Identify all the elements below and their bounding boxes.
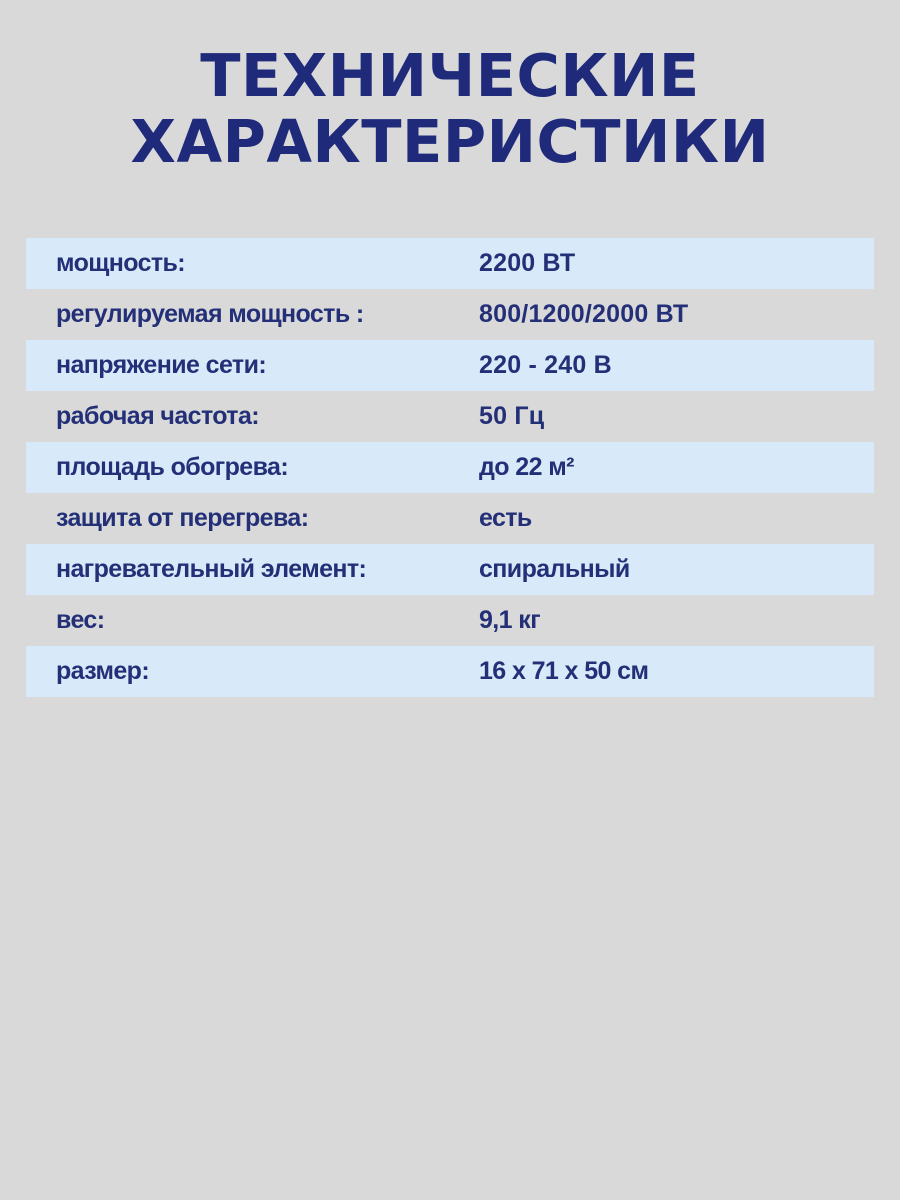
page-title-line-1: ТЕХНИЧЕСКИЕ <box>200 41 700 110</box>
spec-value: 220 - 240 В <box>479 351 612 379</box>
specifications-table <box>26 238 874 697</box>
spec-row-dimensions <box>26 646 874 697</box>
spec-row-voltage <box>26 340 874 391</box>
spec-label: мощность: <box>56 249 186 277</box>
spec-row-heating-area <box>26 442 874 493</box>
spec-label: нагревательный элемент: <box>56 555 367 583</box>
spec-label: защита от перегрева: <box>56 504 309 532</box>
spec-label: вес: <box>56 606 105 634</box>
spec-value: до 22 м² <box>479 453 574 481</box>
spec-value: 800/1200/2000 ВТ <box>479 300 689 328</box>
spec-row-adjustable-power <box>26 289 874 340</box>
page-title <box>0 43 900 175</box>
spec-value: 50 Гц <box>479 402 545 430</box>
spec-label: регулируемая мощность : <box>56 300 364 328</box>
spec-label: площадь обогрева: <box>56 453 289 481</box>
spec-row-power <box>26 238 874 289</box>
spec-label: размер: <box>56 657 150 685</box>
spec-row-heating-element <box>26 544 874 595</box>
spec-row-frequency <box>26 391 874 442</box>
spec-value: спиральный <box>479 555 630 583</box>
spec-value: есть <box>479 504 532 532</box>
spec-value: 2200 ВТ <box>479 249 576 277</box>
spec-value: 9,1 кг <box>479 606 541 634</box>
spec-label: рабочая частота: <box>56 402 259 430</box>
spec-value: 16 х 71 х 50 см <box>479 657 649 685</box>
spec-label: напряжение сети: <box>56 351 267 379</box>
spec-row-overheat-protection <box>26 493 874 544</box>
page-title-line-2: ХАРАКТЕРИСТИКИ <box>130 107 770 176</box>
spec-row-weight <box>26 595 874 646</box>
